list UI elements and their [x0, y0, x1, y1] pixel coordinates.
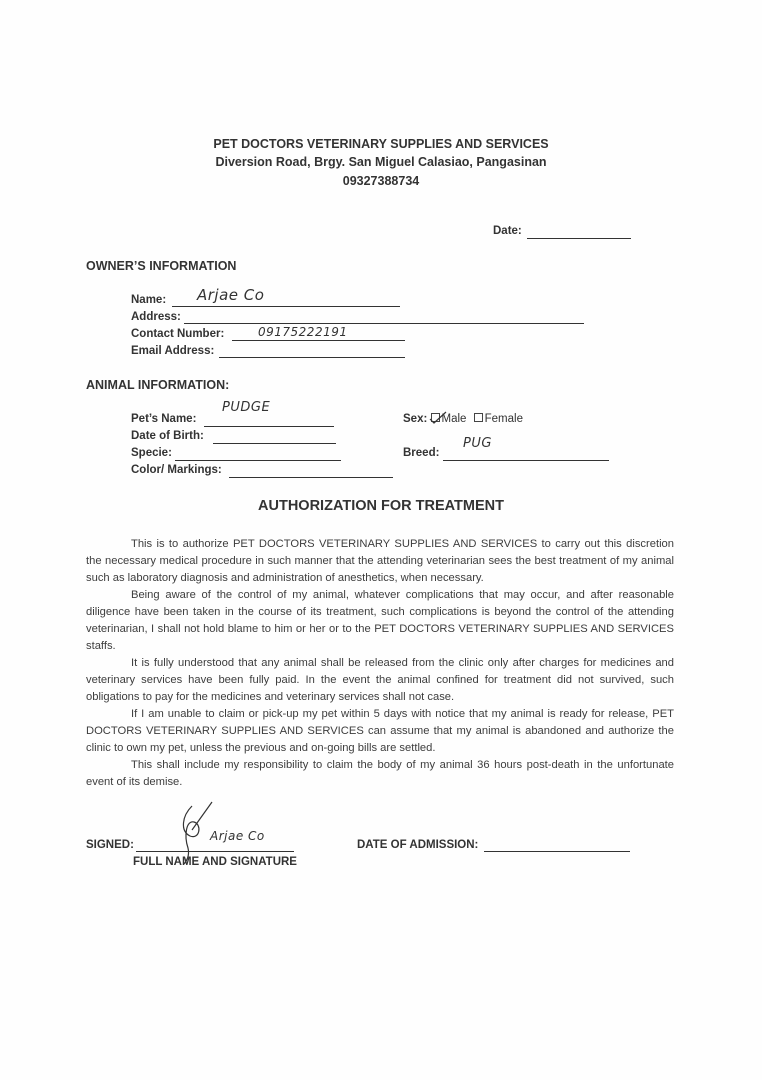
pet-name-handwritten: PUDGE — [222, 400, 271, 415]
color-markings-field[interactable] — [229, 477, 393, 478]
owner-contact-handwritten: 09175222191 — [258, 325, 348, 339]
signature-handwritten: Arjae Co — [210, 829, 265, 843]
company-phone: 09327388734 — [342, 174, 420, 188]
color-markings-label: Color/ Markings: — [131, 464, 222, 476]
dob-label: Date of Birth: — [131, 430, 204, 442]
specie-label: Specie: — [131, 447, 172, 459]
paragraph-1: This is to authorize PET DOCTORS VETERINARY SUPPLIES AND SERVICES to carry out this discretion the necessary medical procedure in such manner that the attending veterinarian sees the best treatment of my animal such as laboratory diagnosis and administration of anesthetics, when necessary. — [86, 538, 674, 584]
owner-name-handwritten: Arjae Co — [197, 286, 265, 304]
signature-caption: FULL NAME AND SIGNATURE — [133, 856, 297, 868]
admission-date-label: DATE OF ADMISSION: — [357, 839, 479, 851]
date-label: Date: — [493, 225, 522, 237]
date-field[interactable] — [527, 238, 631, 239]
dob-field[interactable] — [213, 443, 336, 444]
company-name: PET DOCTORS VETERINARY SUPPLIES AND SERVICES — [213, 137, 549, 151]
checkmark-icon — [428, 410, 450, 426]
authorization-title: AUTHORIZATION FOR TREATMENT — [258, 498, 504, 514]
signed-label: SIGNED: — [86, 839, 134, 851]
owner-email-label: Email Address: — [131, 345, 215, 357]
owner-name-label: Name: — [131, 294, 167, 306]
admission-date-field[interactable] — [484, 851, 630, 852]
paragraph-5: This shall include my responsibility to claim the body of my animal 36 hours post-death in the unfortunate event of its demise. — [86, 759, 674, 788]
owner-contact-field[interactable] — [232, 340, 405, 341]
owner-contact-label: Contact Number: — [131, 328, 225, 340]
pet-name-field[interactable] — [204, 426, 334, 427]
sex-label: Sex: — [403, 413, 428, 425]
male-label: Male — [441, 413, 467, 425]
authorization-body — [86, 536, 674, 791]
breed-field[interactable] — [443, 460, 609, 461]
owner-email-field[interactable] — [219, 357, 405, 358]
owner-name-field[interactable] — [172, 306, 400, 307]
breed-handwritten: PUG — [463, 436, 492, 451]
pet-name-label: Pet’s Name: — [131, 413, 197, 425]
female-checkbox[interactable] — [474, 413, 483, 422]
specie-field[interactable] — [175, 460, 341, 461]
owner-address-field[interactable] — [184, 323, 584, 324]
company-address: Diversion Road, Brgy. San Miguel Calasiao, Pangasinan — [215, 155, 547, 169]
female-label: Female — [484, 413, 523, 425]
paragraph-2: Being aware of the control of my animal, whatever complications that may occur, and after reasonable diligence have been taken in the course of its treatment, such complications is beyond the control of the attending veterinarian, I shall not hold blame to him or her or to the PET DOCTORS VETERINARY SUPPLIES AND SERVICES staffs. — [86, 589, 674, 652]
breed-label: Breed: — [403, 447, 440, 459]
paragraph-4: If I am unable to claim or pick-up my pet within 5 days with notice that my animal is ready for release, PET DOCTORS VETERINARY SUPPLIES AND SERVICES can assume that my animal is abandoned and authorize the clinic to own my pet, unless the previous and on-going bills are settled. — [86, 708, 674, 754]
sex-field — [403, 413, 523, 425]
paragraph-3: It is fully understood that any animal shall be released from the clinic only after charges for medicines and veterinary services have been fully paid. In the event the animal confined for treatment did not survived, such obligations to pay for the medicines and veterinary services shall not case. — [86, 657, 674, 703]
animal-section-title: ANIMAL INFORMATION: — [86, 378, 230, 392]
owner-section-title: OWNER’S INFORMATION — [86, 259, 237, 273]
owner-address-label: Address: — [131, 311, 181, 323]
